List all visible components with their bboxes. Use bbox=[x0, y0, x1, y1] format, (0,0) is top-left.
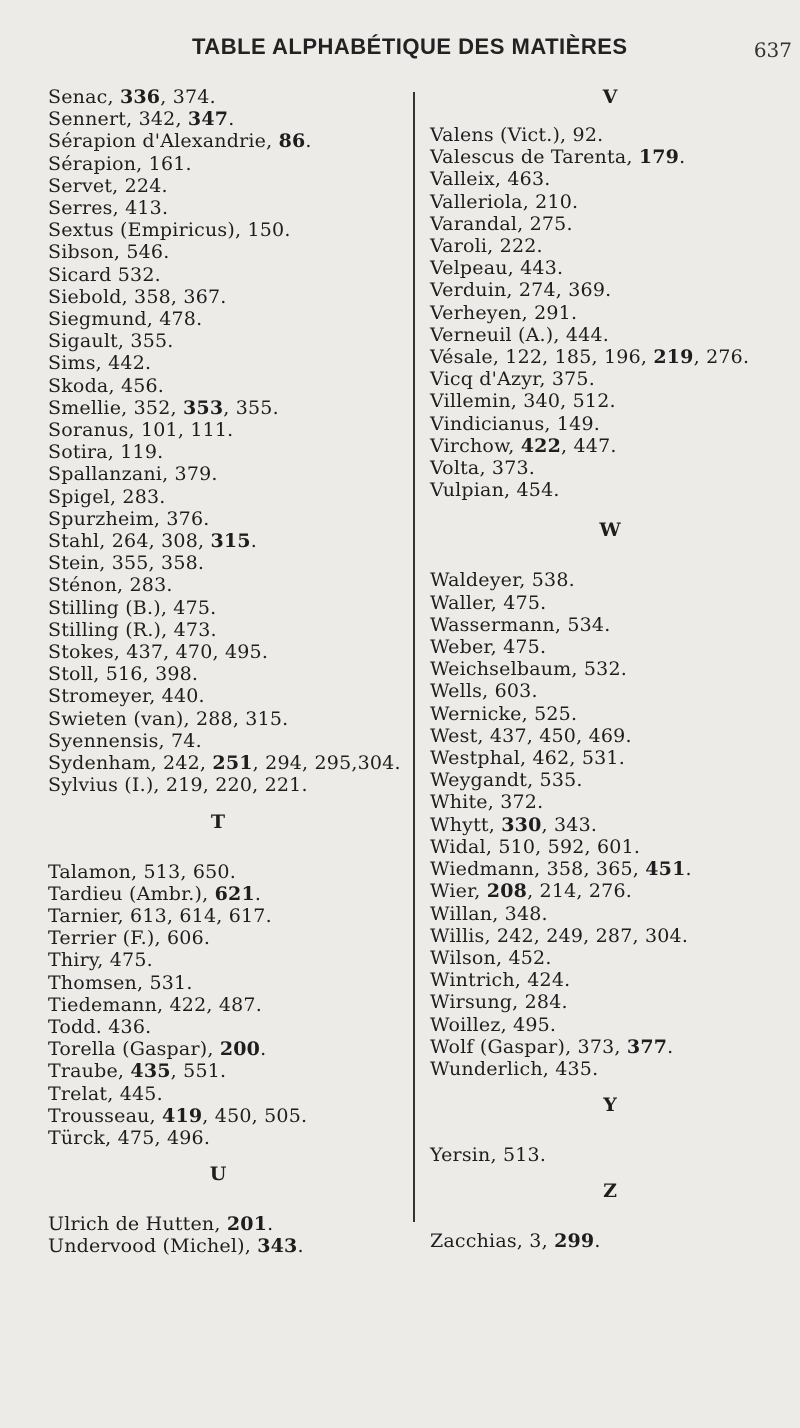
index-entry bbox=[430, 368, 790, 390]
entry-name: Sextus (Empiricus), 150. bbox=[48, 219, 291, 242]
index-entry bbox=[48, 397, 408, 419]
entry-main-page: 179 bbox=[638, 146, 680, 169]
entry-main-page: 419 bbox=[162, 1104, 203, 1127]
entry-main-page: 251 bbox=[212, 752, 253, 775]
entry-name: West, 437, 450, 469. bbox=[430, 724, 632, 747]
entry-name: Verneuil (A.), 444. bbox=[430, 323, 609, 346]
entry-main-page: 343 bbox=[257, 1235, 298, 1258]
index-entry bbox=[430, 1144, 790, 1166]
index-entry bbox=[48, 927, 408, 949]
section-letter-y: Y bbox=[603, 1094, 617, 1117]
index-entry bbox=[48, 441, 408, 463]
index-entry bbox=[48, 153, 408, 175]
entry-name: Thomsen, 531. bbox=[48, 971, 193, 994]
entry-name: Wunderlich, 435. bbox=[430, 1057, 599, 1080]
section-letter-v: V bbox=[602, 86, 618, 108]
index-entry bbox=[430, 146, 790, 168]
entry-name: Sennert, 342, bbox=[48, 108, 188, 131]
index-entry bbox=[48, 352, 408, 374]
entry-name: Senac, bbox=[48, 86, 120, 108]
entry-main-page: 336 bbox=[119, 86, 161, 108]
index-entry bbox=[48, 108, 408, 130]
entry-main-page: 315 bbox=[210, 530, 251, 553]
index-entry bbox=[430, 457, 790, 479]
entry-name: Vicq d'Azyr, 375. bbox=[430, 368, 595, 391]
entry-name: Sims, 442. bbox=[48, 352, 152, 375]
entry-main-page: 422 bbox=[520, 434, 562, 457]
index-entry bbox=[48, 861, 408, 883]
index-entry bbox=[48, 1235, 408, 1257]
entry-name: Serres, 413. bbox=[48, 197, 169, 220]
section-w bbox=[430, 569, 790, 1080]
index-entry bbox=[48, 905, 408, 927]
entry-name: Trelat, 445. bbox=[48, 1082, 163, 1105]
index-entry bbox=[48, 730, 408, 752]
entry-name: Verheyen, 291. bbox=[430, 301, 578, 324]
entry-name: Tiedemann, 422, 487. bbox=[48, 993, 262, 1016]
index-entry bbox=[430, 703, 790, 725]
entry-name: Zacchias, 3, bbox=[430, 1230, 555, 1253]
entry-name: Whytt, bbox=[430, 813, 502, 836]
entry-name: Weichselbaum, 532. bbox=[430, 658, 627, 681]
entry-name: Villemin, 340, 512. bbox=[430, 390, 616, 413]
entry-name: Yersin, 513. bbox=[430, 1144, 547, 1167]
entry-name: Widal, 510, 592, 601. bbox=[430, 835, 641, 858]
section-z bbox=[430, 1230, 790, 1252]
entry-name: Wirsung, 284. bbox=[430, 991, 568, 1014]
entry-name: Thiry, 475. bbox=[48, 949, 153, 972]
entry-pages: , 294, 295,304. bbox=[252, 752, 401, 775]
index-entry bbox=[430, 725, 790, 747]
index-entry bbox=[430, 836, 790, 858]
entry-name: Wilson, 452. bbox=[430, 946, 552, 969]
entry-name: Stahl, 264, 308, bbox=[48, 530, 211, 553]
index-entry bbox=[430, 213, 790, 235]
entry-pages: . bbox=[260, 1038, 267, 1061]
section-v bbox=[430, 124, 790, 501]
entry-main-page: 200 bbox=[219, 1038, 261, 1061]
entry-name: Valescus de Tarenta, bbox=[430, 146, 639, 169]
entry-name: Willan, 348. bbox=[430, 902, 548, 925]
index-entry bbox=[48, 1083, 408, 1105]
index-entry bbox=[48, 219, 408, 241]
index-entry bbox=[48, 685, 408, 707]
entry-pages: . bbox=[594, 1230, 601, 1253]
entry-name: Wernicke, 525. bbox=[430, 702, 578, 725]
entry-name: Wiedmann, 358, 365, bbox=[430, 858, 646, 881]
entry-name: Volta, 373. bbox=[430, 457, 536, 480]
section-y bbox=[430, 1144, 790, 1166]
section-letter-t: T bbox=[210, 810, 226, 833]
entry-name: Terrier (F.), 606. bbox=[48, 927, 211, 950]
index-entry bbox=[48, 752, 408, 774]
index-entry bbox=[48, 949, 408, 971]
entry-name: Wolf (Gaspar), 373, bbox=[430, 1035, 627, 1058]
entry-name: Valens (Vict.), 92. bbox=[430, 124, 604, 146]
index-entry bbox=[48, 774, 408, 796]
entry-pages: . bbox=[228, 108, 235, 131]
index-entry bbox=[430, 592, 790, 614]
entry-main-page: 219 bbox=[653, 346, 694, 369]
index-entry bbox=[430, 658, 790, 680]
entry-name: Soranus, 101, 111. bbox=[48, 419, 234, 442]
entry-pages: , 355. bbox=[223, 396, 279, 419]
section-t bbox=[48, 861, 408, 1150]
section-s bbox=[48, 86, 408, 797]
index-entry bbox=[430, 1058, 790, 1080]
entry-name: Sydenham, 242, bbox=[48, 752, 213, 775]
index-entry bbox=[48, 197, 408, 219]
entry-pages: . bbox=[685, 858, 692, 881]
index-entry bbox=[430, 880, 790, 902]
entry-name: Sylvius (I.), 219, 220, 221. bbox=[48, 774, 308, 797]
entry-main-page: 347 bbox=[187, 108, 229, 131]
entry-pages: , 551. bbox=[170, 1060, 227, 1083]
index-entry bbox=[430, 302, 790, 324]
section-letter-z: Z bbox=[603, 1180, 617, 1203]
entry-name: Sibson, 546. bbox=[48, 241, 170, 264]
entry-name: Virchow, bbox=[430, 434, 521, 457]
entry-pages: . bbox=[254, 882, 262, 905]
entry-name: Trousseau, bbox=[48, 1104, 163, 1127]
entry-name: Spurzheim, 376. bbox=[48, 507, 210, 530]
entry-name: Spigel, 283. bbox=[48, 485, 166, 508]
index-entry bbox=[48, 994, 408, 1016]
entry-name: Woillez, 495. bbox=[430, 1013, 557, 1036]
entry-main-page: 435 bbox=[130, 1060, 171, 1083]
entry-main-page: 299 bbox=[554, 1230, 595, 1253]
index-entry bbox=[48, 308, 408, 330]
entry-name: Wier, bbox=[430, 880, 487, 903]
index-entry bbox=[48, 1038, 408, 1060]
index-entry bbox=[430, 925, 790, 947]
index-entry bbox=[48, 375, 408, 397]
index-entry bbox=[430, 1230, 790, 1252]
section-u bbox=[48, 1213, 408, 1257]
index-entry bbox=[48, 708, 408, 730]
index-entry bbox=[430, 636, 790, 658]
entry-name: Vulpian, 454. bbox=[430, 479, 560, 502]
entry-pages: , 450, 505. bbox=[202, 1104, 308, 1127]
entry-main-page: 330 bbox=[501, 813, 542, 836]
index-entry bbox=[430, 747, 790, 769]
index-entry bbox=[48, 597, 408, 619]
index-entry bbox=[430, 991, 790, 1013]
entry-name: Sérapion d'Alexandrie, bbox=[48, 130, 279, 153]
entry-name: Waller, 475. bbox=[430, 591, 547, 614]
entry-pages: , 214, 276. bbox=[527, 880, 632, 903]
entry-name: White, 372. bbox=[430, 791, 544, 814]
section-letter-w: W bbox=[599, 519, 621, 542]
entry-name: Smellie, 352, bbox=[48, 396, 183, 419]
entry-name: Swieten (van), 288, 315. bbox=[48, 707, 289, 730]
entry-name: Sigault, 355. bbox=[48, 330, 174, 353]
index-entry bbox=[430, 479, 790, 501]
left-column bbox=[48, 86, 408, 1258]
entry-name: Varandal, 275. bbox=[430, 212, 573, 235]
entry-name: Weygandt, 535. bbox=[430, 769, 583, 792]
page-header bbox=[0, 32, 800, 68]
index-entry bbox=[430, 235, 790, 257]
entry-name: Stromeyer, 440. bbox=[48, 685, 205, 708]
right-column bbox=[430, 86, 790, 1253]
entry-name: Siebold, 358, 367. bbox=[48, 285, 227, 308]
index-entry bbox=[430, 791, 790, 813]
index-entry bbox=[430, 346, 790, 368]
entry-pages: , 374. bbox=[160, 86, 216, 108]
index-entry bbox=[48, 508, 408, 530]
entry-name: Siegmund, 478. bbox=[48, 308, 203, 331]
index-entry bbox=[48, 574, 408, 596]
entry-pages: . bbox=[250, 530, 257, 553]
index-entry bbox=[48, 641, 408, 663]
entry-main-page: 621 bbox=[214, 882, 255, 905]
index-entry bbox=[430, 680, 790, 702]
index-entry bbox=[430, 435, 790, 457]
entry-name: Sérapion, 161. bbox=[48, 152, 192, 175]
index-entry bbox=[430, 413, 790, 435]
entry-pages: . bbox=[305, 130, 312, 153]
entry-main-page: 208 bbox=[486, 880, 528, 903]
entry-pages: . bbox=[679, 146, 686, 169]
entry-name: Traube, bbox=[48, 1060, 131, 1083]
entry-name: Varoli, 222. bbox=[430, 235, 543, 258]
entry-name: Westphal, 462, 531. bbox=[430, 747, 625, 770]
index-entry bbox=[48, 463, 408, 485]
entry-name: Weber, 475. bbox=[430, 636, 547, 659]
index-entry bbox=[430, 191, 790, 213]
page-title: TABLE ALPHABÉTIQUE DES MATIÈRES bbox=[192, 34, 628, 59]
entry-name: Stilling (B.), 475. bbox=[48, 596, 217, 619]
index-entry bbox=[430, 969, 790, 991]
entry-name: Talamon, 513, 650. bbox=[48, 860, 236, 883]
index-entry bbox=[48, 419, 408, 441]
column-divider bbox=[413, 92, 415, 1222]
index-entry bbox=[430, 858, 790, 880]
index-entry bbox=[430, 1036, 790, 1058]
entry-name: Spallanzani, 379. bbox=[48, 463, 218, 486]
entry-name: Syennensis, 74. bbox=[48, 729, 202, 752]
entry-name: Valleix, 463. bbox=[430, 168, 551, 191]
index-entry bbox=[48, 883, 408, 905]
index-entry bbox=[430, 168, 790, 190]
index-entry bbox=[430, 324, 790, 346]
index-entry bbox=[430, 814, 790, 836]
entry-name: Ulrich de Hutten, bbox=[48, 1213, 227, 1236]
index-entry bbox=[430, 947, 790, 969]
index-entry bbox=[430, 390, 790, 412]
entry-pages: , 343. bbox=[541, 813, 598, 836]
index-entry bbox=[48, 1127, 408, 1149]
entry-name: Velpeau, 443. bbox=[430, 257, 564, 280]
index-entry bbox=[48, 330, 408, 352]
entry-name: Türck, 475, 496. bbox=[48, 1126, 211, 1149]
entry-name: Stokes, 437, 470, 495. bbox=[48, 641, 269, 664]
entry-name: Todd. 436. bbox=[48, 1015, 152, 1038]
entry-name: Tarnier, 613, 614, 617. bbox=[48, 904, 272, 927]
index-entry bbox=[48, 175, 408, 197]
index-entry bbox=[430, 903, 790, 925]
index-entry bbox=[48, 1105, 408, 1127]
index-entry bbox=[430, 769, 790, 791]
entry-name: Wassermann, 534. bbox=[430, 613, 611, 636]
entry-main-page: 377 bbox=[626, 1035, 668, 1058]
entry-name: Wintrich, 424. bbox=[430, 969, 571, 992]
entry-name: Servet, 224. bbox=[48, 174, 168, 197]
entry-name: Sotira, 119. bbox=[48, 441, 164, 464]
entry-pages: , 447. bbox=[561, 434, 617, 457]
index-entry bbox=[48, 972, 408, 994]
entry-pages: . bbox=[267, 1213, 274, 1236]
entry-name: Stein, 355, 358. bbox=[48, 552, 205, 575]
entry-name: Wells, 603. bbox=[430, 680, 538, 703]
index-entry bbox=[430, 1014, 790, 1036]
index-entry bbox=[430, 257, 790, 279]
entry-pages: , 276. bbox=[693, 346, 750, 369]
index-entry bbox=[430, 614, 790, 636]
index-entry bbox=[430, 569, 790, 591]
entry-pages: . bbox=[297, 1235, 304, 1258]
entry-main-page: 201 bbox=[226, 1213, 268, 1236]
entry-name: Willis, 242, 249, 287, 304. bbox=[430, 924, 689, 947]
entry-name: Tardieu (Ambr.), bbox=[48, 882, 215, 905]
index-entry bbox=[430, 279, 790, 301]
entry-name: Vindicianus, 149. bbox=[430, 412, 600, 435]
index-entry bbox=[48, 241, 408, 263]
entry-name: Undervood (Michel), bbox=[48, 1235, 258, 1258]
entry-main-page: 353 bbox=[182, 396, 224, 419]
index-entry bbox=[48, 552, 408, 574]
index-entry bbox=[48, 130, 408, 152]
entry-name: Verduin, 274, 369. bbox=[430, 279, 612, 302]
page-number: 637 bbox=[753, 38, 792, 62]
entry-name: Sicard 532. bbox=[48, 263, 161, 286]
index-entry bbox=[48, 264, 408, 286]
entry-name: Sténon, 283. bbox=[48, 574, 173, 597]
entry-main-page: 451 bbox=[645, 858, 686, 881]
index-entry bbox=[48, 619, 408, 641]
section-letter-u: U bbox=[209, 1163, 227, 1186]
entry-name: Vésale, 122, 185, 196, bbox=[430, 346, 654, 369]
entry-name: Torella (Gaspar), bbox=[48, 1038, 220, 1061]
entry-main-page: 86 bbox=[278, 130, 306, 153]
index-entry bbox=[48, 1016, 408, 1038]
entry-name: Stoll, 516, 398. bbox=[48, 663, 199, 686]
index-entry bbox=[48, 86, 408, 108]
entry-name: Stilling (R.), 473. bbox=[48, 618, 217, 641]
index-entry bbox=[48, 1060, 408, 1082]
entry-name: Skoda, 456. bbox=[48, 374, 165, 397]
index-entry bbox=[48, 1213, 408, 1235]
index-entry bbox=[48, 286, 408, 308]
index-entry bbox=[48, 486, 408, 508]
index-entry bbox=[48, 663, 408, 685]
index-entry bbox=[48, 530, 408, 552]
entry-pages: . bbox=[667, 1035, 674, 1058]
index-entry bbox=[430, 124, 790, 146]
entry-name: Waldeyer, 538. bbox=[430, 569, 575, 592]
entry-name: Valleriola, 210. bbox=[430, 190, 579, 213]
